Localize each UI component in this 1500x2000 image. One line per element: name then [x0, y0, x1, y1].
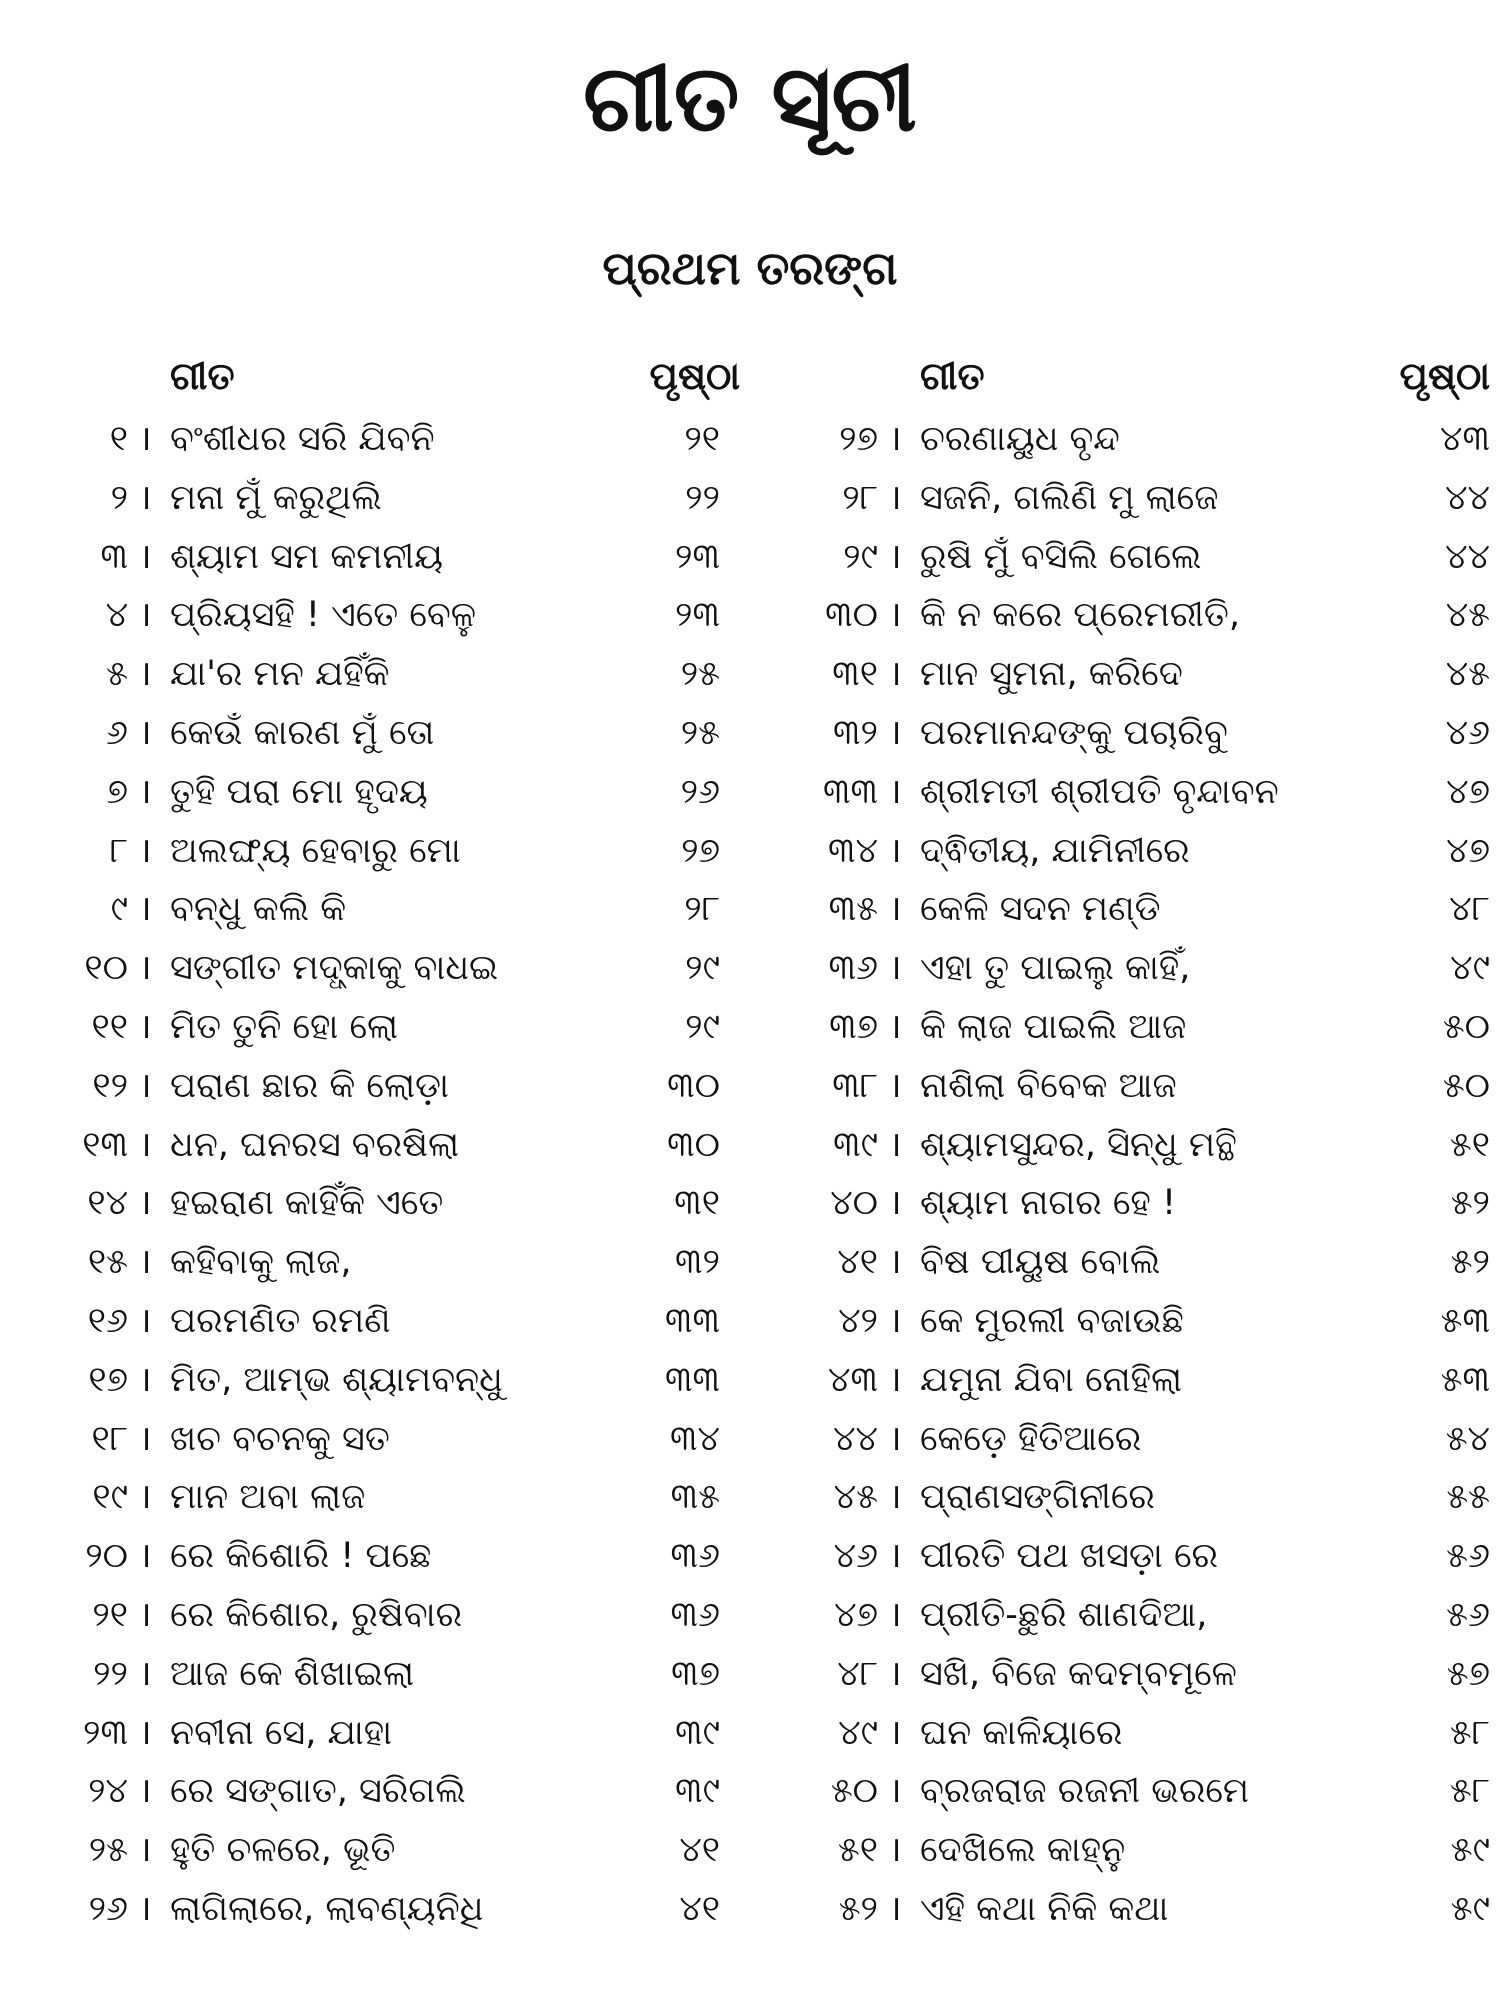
toc-list-right — [790, 410, 1500, 1939]
entry-page: ୫୩ — [1440, 1300, 1490, 1341]
entry-title: ଖଚ ବଚନକୁ ସତ — [170, 1418, 390, 1459]
entry-separator: । — [888, 1653, 902, 1694]
entry-number: ୪୩ — [828, 1359, 878, 1400]
entry-title: ଏହି କଥା ନିକି କଥା — [920, 1888, 1169, 1929]
page-title: ଗୀତ ସୂଚୀ — [583, 45, 917, 152]
entry-title: ବ୍ରଜରାଜ ରଜନୀ ଭରମେ — [920, 1771, 1250, 1812]
toc-entry — [40, 528, 760, 587]
toc-entry — [790, 763, 1500, 822]
entry-page: ୪୧ — [679, 1888, 720, 1929]
entry-separator: । — [888, 419, 902, 459]
toc-entry — [790, 410, 1500, 469]
entry-title: ପ୍ରିୟସହି ! ଏତେ ବେଳୁ — [170, 595, 476, 636]
toc-entry — [40, 1057, 760, 1116]
entry-page: ୪୭ — [1446, 771, 1490, 812]
toc-entry — [790, 1410, 1500, 1469]
header-page-label: ପୃଷ୍ଠା — [649, 354, 740, 398]
entry-page: ୩୩ — [664, 1300, 720, 1341]
entry-separator: । — [138, 1888, 152, 1929]
toc-entry — [790, 1233, 1500, 1292]
toc-entry — [790, 1527, 1500, 1586]
entry-title: ବିଷ ପୀୟୁଷ ବୋଲି — [920, 1242, 1161, 1283]
entry-separator: । — [888, 477, 902, 518]
entry-number: ୪୯ — [838, 1712, 878, 1753]
entry-page: ୪୧ — [679, 1830, 720, 1871]
entry-number: ୩୩ — [822, 771, 878, 812]
toc-entry — [790, 586, 1500, 645]
toc-entry — [40, 1233, 760, 1292]
entry-title: ନାଶିଲା ବିବେକ ଆଜ — [920, 1065, 1177, 1106]
toc-entry — [40, 822, 760, 881]
entry-separator: । — [888, 771, 902, 812]
entry-separator: । — [138, 1653, 152, 1694]
toc-entry — [40, 880, 760, 939]
entry-separator: । — [888, 1300, 902, 1341]
entry-number: ୨୫ — [88, 1830, 128, 1871]
entry-page: ୨୧ — [684, 419, 720, 459]
entry-page: ୪୪ — [1445, 536, 1490, 577]
entry-separator: । — [138, 1300, 152, 1341]
entry-page: ୪୯ — [1450, 948, 1490, 989]
entry-number: ୨ — [110, 477, 128, 518]
entry-separator: । — [888, 1006, 902, 1047]
entry-page: ୨୫ — [680, 712, 720, 753]
entry-page: ୩୫ — [670, 1477, 720, 1518]
entry-title: ପରାଣ ଛାର କି ଲୋଡ଼ା — [170, 1065, 449, 1106]
entry-separator: । — [138, 771, 152, 812]
column-header — [790, 350, 1500, 410]
entry-number: ୮ — [109, 830, 128, 871]
entry-page: ୩୦ — [667, 1124, 720, 1165]
entry-title: ରେ ସଙ୍ଗାତ, ସରିଗଲି — [170, 1771, 466, 1812]
entry-separator: । — [138, 654, 152, 695]
entry-page: ୪୪ — [1445, 477, 1490, 518]
toc-entry — [790, 1880, 1500, 1939]
entry-number: ୧ — [109, 419, 128, 459]
entry-number: ୪୨ — [838, 1300, 878, 1341]
entry-number: ୩୮ — [832, 1065, 878, 1106]
column-header — [40, 350, 760, 410]
entry-number: ୬ — [106, 712, 128, 753]
entry-page: ୩୭ — [671, 1653, 720, 1694]
entry-number: ୩୧ — [832, 654, 878, 695]
toc-entry — [40, 1468, 760, 1527]
entry-title: ଧନ, ଘନରସ ବରଷିଲା — [170, 1124, 460, 1165]
entry-separator: । — [888, 1477, 902, 1518]
entry-title: ପରମାନନ୍ଦଙ୍କୁ ପଚାରିବୁ — [920, 712, 1228, 753]
entry-title: ଶ୍ୟାମସୁନ୍ଦର, ସିନ୍ଧୁ ମନ୍ଥି — [920, 1124, 1237, 1165]
entry-separator: । — [138, 1006, 152, 1047]
toc-entry — [790, 1057, 1500, 1116]
entry-separator: । — [138, 889, 152, 930]
entry-page: ୩୯ — [675, 1771, 720, 1812]
toc-entry — [790, 704, 1500, 763]
entry-page: ୫୧ — [1449, 1124, 1490, 1165]
toc-entry — [790, 1821, 1500, 1880]
entry-page: ୩୨ — [675, 1242, 720, 1283]
toc-entry — [40, 704, 760, 763]
entry-title: ରେ କିଶୋରି ! ପଛେ — [170, 1536, 432, 1577]
entry-title: ହୁତି ଚଳରେ, ଭୂତି — [170, 1830, 396, 1871]
header-song-label: ଗୀତ — [170, 354, 235, 398]
entry-page: ୩୦ — [667, 1065, 720, 1106]
toc-entry — [790, 469, 1500, 528]
toc-entry — [40, 469, 760, 528]
toc-entry — [790, 1704, 1500, 1763]
toc-column-left — [40, 350, 760, 1939]
toc-entry — [40, 763, 760, 822]
entry-number: ୨୯ — [843, 536, 878, 577]
toc-entry — [790, 1468, 1500, 1527]
entry-separator: । — [888, 1888, 902, 1929]
toc-entry — [790, 1762, 1500, 1821]
entry-page: ୫୮ — [1449, 1771, 1490, 1812]
entry-page: ୫୯ — [1450, 1830, 1490, 1871]
entry-page: ୨୬ — [680, 771, 720, 812]
entry-page: ୪୫ — [1445, 654, 1490, 695]
entry-number: ୧୭ — [88, 1359, 128, 1400]
entry-separator: । — [888, 712, 902, 753]
entry-page: ୨୭ — [681, 830, 720, 871]
entry-separator: । — [888, 830, 902, 871]
entry-number: ୨୩ — [83, 1712, 128, 1753]
entry-number: ୧୬ — [87, 1300, 128, 1341]
entry-title: ହଇରାଣ କାହିଁକି ଏତେ — [170, 1183, 444, 1224]
entry-page: ୩୩ — [664, 1359, 720, 1400]
entry-title: ବନ୍ଧୁ କଲି କି — [170, 889, 347, 930]
entry-title: ଶ୍ରୀମତୀ ଶ୍ରୀପତି ବୃନ୍ଦାବନ — [920, 771, 1279, 812]
entry-page: ୫୦ — [1442, 1006, 1490, 1047]
toc-entry — [40, 1704, 760, 1763]
entry-number: ୪୧ — [837, 1242, 878, 1283]
entry-separator: । — [138, 1242, 152, 1283]
toc-entry — [790, 1292, 1500, 1351]
entry-title: ମାନ ଅବା ଲାଜ — [170, 1477, 366, 1518]
entry-number: ୧୦ — [84, 948, 128, 989]
toc-entry — [40, 1174, 760, 1233]
entry-title: ତୁହି ପରା ମୋ ହୃଦୟ — [170, 771, 428, 812]
entry-number: ୫୨ — [838, 1888, 878, 1929]
entry-separator: । — [138, 1359, 152, 1400]
entry-separator: । — [888, 1536, 902, 1577]
entry-page: ୫୪ — [1445, 1418, 1490, 1459]
toc-column-right — [790, 350, 1500, 1939]
entry-title: ରୁଷି ମୁଁ ବସିଲି ଗେଲେ — [920, 536, 1202, 577]
entry-page: ୫୯ — [1450, 1888, 1490, 1929]
entry-number: ୩୨ — [833, 712, 878, 753]
toc-entry — [40, 1880, 760, 1939]
entry-separator: । — [138, 536, 152, 577]
toc-entry — [40, 410, 760, 469]
entry-number: ୯ — [110, 889, 128, 930]
entry-number: ୪୬ — [833, 1536, 878, 1577]
toc-entry — [790, 1116, 1500, 1175]
entry-title: ପ୍ରୀତି-ଛୁରି ଶାଣଦିଆ, — [920, 1594, 1208, 1635]
entry-page: ୪୫ — [1445, 595, 1490, 636]
entry-title: ସଙ୍ଗୀତ ମଦ୍ଧ୍କାକୁ ବାଧଇ — [170, 948, 499, 989]
entry-title: ଘନ କାଳିୟାରେ — [920, 1712, 1123, 1753]
entry-title: କେଡ଼େ ହିତିଆରେ — [920, 1418, 1142, 1459]
entry-title: କେଉଁ କାରଣ ମୁଁ ତୋ — [170, 712, 435, 753]
toc-entry — [40, 1762, 760, 1821]
entry-page: ୩୬ — [670, 1594, 720, 1635]
entry-separator: । — [888, 889, 902, 930]
entry-number: ୨୦ — [85, 1536, 128, 1577]
toc-entry — [790, 1645, 1500, 1704]
entry-number: ୩୪ — [828, 830, 878, 871]
toc-entry — [40, 1351, 760, 1410]
entry-title: ଦେଖିଲେ କାହ୍ନୁ — [920, 1830, 1126, 1871]
entry-page: ୨୩ — [675, 595, 720, 636]
entry-number: ୧୮ — [91, 1418, 128, 1459]
toc-entry — [40, 998, 760, 1057]
entry-title: କେଳି ସଦନ ମଣ୍ଡି — [920, 889, 1161, 930]
entry-page: ୫୫ — [1446, 1477, 1490, 1518]
entry-separator: । — [138, 1712, 152, 1753]
entry-number: ୪୫ — [833, 1477, 878, 1518]
toc-entry — [790, 645, 1500, 704]
entry-separator: । — [888, 1771, 902, 1812]
entry-separator: । — [138, 948, 152, 989]
entry-number: ୩୦ — [825, 595, 878, 636]
toc-entry — [790, 528, 1500, 587]
entry-separator: । — [138, 1477, 152, 1518]
entry-title: ରେ କିଶୋର, ରୁଷିବାର — [170, 1594, 463, 1635]
toc-entry — [40, 1645, 760, 1704]
entry-separator: । — [138, 712, 152, 753]
entry-title: ଅଲଙ୍ଘ୍ୟ ହେବାରୁ ମୋ — [170, 830, 461, 871]
entry-number: ୪୪ — [833, 1418, 878, 1459]
entry-separator: । — [888, 948, 902, 989]
entry-number: ୧୩ — [82, 1124, 128, 1165]
entry-page: ୩୯ — [675, 1712, 720, 1753]
entry-number: ୨୬ — [88, 1888, 128, 1929]
entry-title: ମିତ ତୁନି ହୋ ଲୋ — [170, 1006, 399, 1047]
entry-number: ୨୪ — [88, 1771, 128, 1812]
entry-page: ୪୩ — [1440, 419, 1490, 459]
entry-separator: । — [888, 1418, 902, 1459]
entry-title: କହିବାକୁ ଲାଜ, — [170, 1242, 352, 1283]
toc-entry — [40, 1527, 760, 1586]
entry-title: ଚରଣାୟୁଧ ବୃନ୍ଦ — [920, 419, 1120, 459]
entry-title: ଆଜ କେ ଶିଖାଇଲା — [170, 1653, 415, 1694]
entry-separator: । — [888, 654, 902, 695]
entry-number: ୩୫ — [828, 889, 878, 930]
entry-title: ଶ୍ୟାମ ନାଗର ହେ ! — [920, 1183, 1176, 1224]
entry-page: ୨୮ — [684, 889, 720, 930]
entry-number: ୨୮ — [842, 477, 878, 518]
entry-title: ଲାଗିଲାରେ, ଲାବଣ୍ୟନିଧି — [170, 1888, 484, 1929]
header-song-label: ଗୀତ — [920, 354, 985, 398]
entry-separator: । — [888, 1830, 902, 1871]
entry-separator: । — [138, 1536, 152, 1577]
entry-title: ଏହା ତୁ ପାଇଲୁ କାହିଁ, — [920, 948, 1191, 989]
entry-separator: । — [888, 1242, 902, 1283]
header-page-label: ପୃଷ୍ଠା — [1399, 354, 1490, 398]
entry-page: ୫୭ — [1446, 1653, 1490, 1694]
entry-page: ୩୧ — [674, 1183, 720, 1224]
entry-number: ୪୭ — [834, 1594, 878, 1635]
entry-page: ୨୯ — [685, 948, 720, 989]
entry-title: କି ଲାଜ ପାଇଲି ଆଜ — [920, 1006, 1187, 1047]
entry-title: ପ୍ରାଣସଙ୍ଗିନୀରେ — [920, 1477, 1155, 1518]
entry-number: ୪୦ — [830, 1183, 878, 1224]
entry-number: ୩୬ — [828, 948, 878, 989]
entry-separator: । — [138, 1771, 152, 1812]
entry-title: କି ନ କରେ ପ୍ରେମରୀତି, — [920, 595, 1240, 636]
entry-title: ଦ୍ଵିତୀୟ, ଯାମିନୀରେ — [920, 830, 1190, 871]
toc-entry — [40, 1586, 760, 1645]
entry-title: ସଖି, ବିଜେ କଦମ୍ବମୂଳେ — [920, 1653, 1237, 1694]
toc-entry — [40, 1292, 760, 1351]
entry-page: ୩୬ — [670, 1536, 720, 1577]
entry-separator: । — [888, 595, 902, 636]
entry-page: ୫୮ — [1449, 1712, 1490, 1753]
entry-number: ୫୦ — [830, 1771, 878, 1812]
entry-title: ସଜନି, ଗଲିଣି ମୁ ଲାଜେ — [920, 477, 1219, 518]
entry-number: ୩୭ — [829, 1006, 878, 1047]
entry-number: ୫ — [106, 654, 128, 695]
entry-separator: । — [888, 536, 902, 577]
toc-entry — [40, 1410, 760, 1469]
entry-page: ୩୪ — [670, 1418, 720, 1459]
entry-page: ୫୬ — [1446, 1536, 1490, 1577]
entry-page: ୪୬ — [1445, 712, 1490, 753]
entry-page: ୨୨ — [685, 477, 720, 518]
entry-separator: । — [888, 1065, 902, 1106]
entry-separator: । — [888, 1594, 902, 1635]
entry-title: କେ ମୁରଲୀ ବଜାଉଛି — [920, 1300, 1184, 1341]
entry-separator: । — [138, 1124, 152, 1165]
entry-title: ପୀରତି ପଥ ଖସଡ଼ା ରେ — [920, 1536, 1219, 1577]
entry-separator: । — [888, 1359, 902, 1400]
entry-number: ୭ — [106, 771, 128, 812]
entry-title: ଯା'ର ମନ ଯହିଁକି — [170, 654, 390, 695]
toc-entry — [790, 998, 1500, 1057]
entry-separator: । — [138, 595, 152, 636]
entry-separator: । — [888, 1124, 902, 1165]
entry-number: ୨୭ — [839, 419, 878, 459]
toc-entry — [40, 645, 760, 704]
entry-title: ପରମଣିତ ରମଣି — [170, 1300, 391, 1341]
toc-entry — [790, 880, 1500, 939]
entry-number: ୫୧ — [837, 1830, 878, 1871]
entry-page: ୫୩ — [1440, 1359, 1490, 1400]
entry-separator: । — [138, 1065, 152, 1106]
entry-number: ୧୫ — [87, 1242, 128, 1283]
entry-number: ୩ — [100, 536, 128, 577]
entry-number: ୪ — [105, 595, 128, 636]
entry-page: ୫୬ — [1446, 1594, 1490, 1635]
toc-entry — [790, 1351, 1500, 1410]
toc-entry — [40, 586, 760, 645]
toc-list-left — [40, 410, 760, 1939]
entry-number: ୨୧ — [92, 1594, 128, 1635]
entry-page: ୫୨ — [1450, 1183, 1490, 1224]
entry-title: ବଂଶୀଧର ସରି ଯିବନି — [170, 419, 435, 459]
entry-page: ୨୩ — [675, 536, 720, 577]
entry-separator: । — [138, 419, 152, 459]
entry-separator: । — [138, 1830, 152, 1871]
entry-separator: । — [138, 477, 152, 518]
entry-number: ୪୮ — [837, 1653, 878, 1694]
entry-number: ୧୧ — [91, 1006, 128, 1047]
entry-page: ୪୮ — [1449, 889, 1490, 930]
entry-page: ୨୯ — [685, 1006, 720, 1047]
entry-number: ୧୯ — [92, 1477, 128, 1518]
entry-number: ୨୨ — [93, 1653, 128, 1694]
entry-title: ମାନ ସୁମନା, କରିଦେ — [920, 654, 1183, 695]
section-title: ପ୍ରଥମ ତରଙ୍ଗ — [602, 241, 898, 295]
entry-separator: । — [138, 1418, 152, 1459]
entry-separator: । — [888, 1712, 902, 1753]
entry-number: ୧୪ — [87, 1183, 128, 1224]
entry-separator: । — [138, 1183, 152, 1224]
entry-number: ୩୯ — [833, 1124, 878, 1165]
entry-title: ନବୀନା ସେ, ଯାହା — [170, 1712, 393, 1753]
entry-title: ଶ୍ୟାମ ସମ କମନୀୟ — [170, 536, 443, 577]
toc-entry — [790, 1586, 1500, 1645]
entry-separator: । — [888, 1183, 902, 1224]
toc-entry — [40, 939, 760, 998]
entry-title: ଯମୁନା ଯିବା ନୋହିଲା — [920, 1359, 1183, 1400]
entry-separator: । — [138, 830, 152, 871]
toc-entry — [40, 1821, 760, 1880]
entry-page: ୫୦ — [1442, 1065, 1490, 1106]
entry-separator: । — [138, 1594, 152, 1635]
entry-page: ୫୨ — [1450, 1242, 1490, 1283]
toc-entry — [790, 822, 1500, 881]
entry-page: ୪୭ — [1446, 830, 1490, 871]
toc-entry — [790, 1174, 1500, 1233]
entry-title: ମିତ, ଆମ୍ଭ ଶ୍ୟାମବନ୍ଧୁ — [170, 1359, 503, 1400]
entry-title: ମନା ମୁଁ କରୁଥିଲି — [170, 477, 382, 518]
toc-entry — [40, 1116, 760, 1175]
toc-entry — [790, 939, 1500, 998]
entry-page: ୨୫ — [680, 654, 720, 695]
entry-number: ୧୨ — [92, 1065, 128, 1106]
